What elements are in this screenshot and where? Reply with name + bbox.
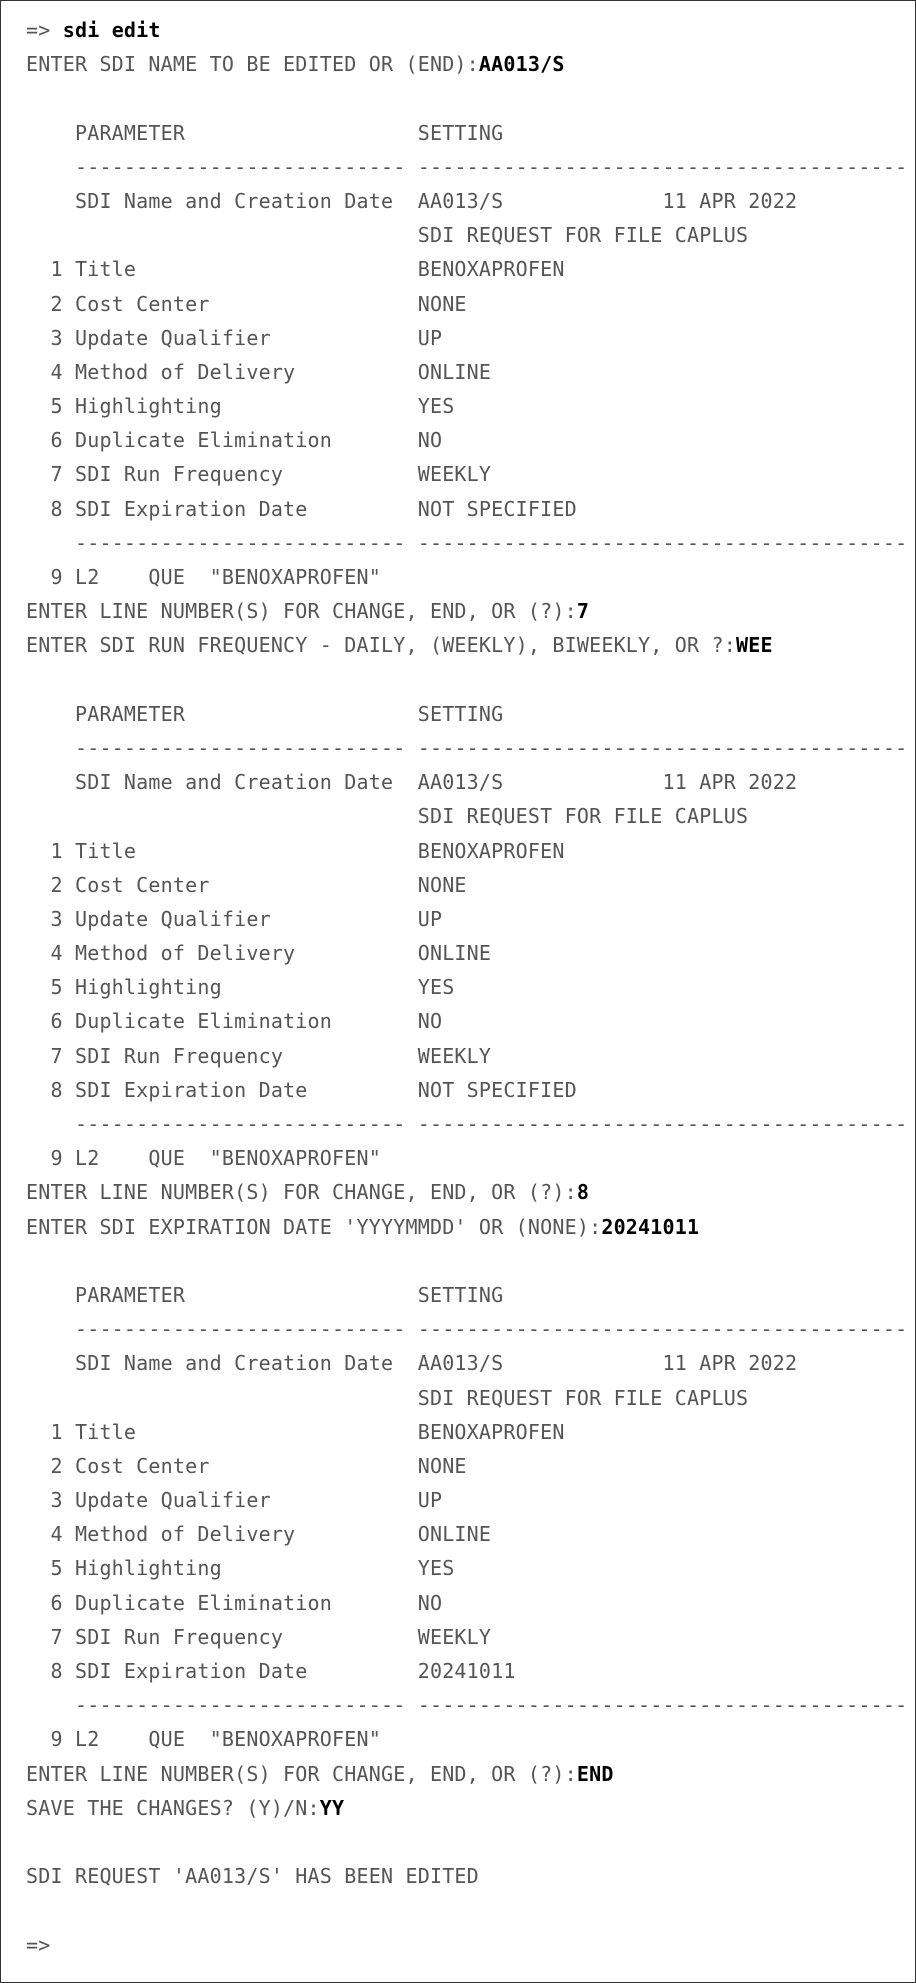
table-row-frequency: 7 SDI Run Frequency WEEKLY	[26, 1624, 492, 1649]
table-row-delivery: 4 Method of Delivery ONLINE	[26, 941, 492, 966]
table-row-duplicate: 6 Duplicate Elimination NO	[26, 1009, 443, 1034]
table-row-query: 9 L2 QUE "BENOXAPROFEN"	[26, 1727, 381, 1752]
table-row-request: SDI REQUEST FOR FILE CAPLUS	[26, 223, 749, 248]
frequency-input: WEE	[735, 633, 773, 658]
table-row-query: 9 L2 QUE "BENOXAPROFEN"	[26, 1146, 381, 1171]
table-row-cost-center: 2 Cost Center NONE	[26, 872, 467, 897]
command-line	[26, 13, 907, 47]
sdi-name-input: AA013/S	[478, 52, 565, 77]
sdi-name-line	[26, 47, 907, 81]
table-row-title: 1 Title BENOXAPROFEN	[26, 257, 565, 282]
expiration-prompt: ENTER SDI EXPIRATION DATE 'YYYYMMDD' OR (NONE):	[26, 1214, 602, 1239]
table-separator: --------------------------- ----------------------------------------	[26, 1693, 908, 1718]
table-row-cost-center: 2 Cost Center NONE	[26, 291, 467, 316]
table-header: PARAMETER SETTING	[26, 701, 504, 726]
table-row-frequency: 7 SDI Run Frequency WEEKLY	[26, 462, 492, 487]
table-row-cost-center: 2 Cost Center NONE	[26, 1453, 467, 1478]
table-row-highlighting: 5 Highlighting YES	[26, 1556, 455, 1581]
sdi-name-prompt: ENTER SDI NAME TO BE EDITED OR (END):	[26, 52, 479, 77]
table-separator: --------------------------- ----------------------------------------	[26, 1317, 908, 1342]
frequency-line	[26, 628, 907, 662]
final-prompt-text: =>	[26, 1932, 51, 1957]
table-row-name: SDI Name and Creation Date AA013/S 11 APR 2022	[26, 188, 798, 213]
change-line-3	[26, 1757, 907, 1791]
blank-line	[26, 1893, 907, 1927]
change-input: END	[576, 1761, 614, 1786]
expiration-line	[26, 1210, 907, 1244]
table-row-delivery: 4 Method of Delivery ONLINE	[26, 1522, 492, 1547]
table-row-name: SDI Name and Creation Date AA013/S 11 APR 2022	[26, 770, 798, 795]
table-row-query: 9 L2 QUE "BENOXAPROFEN"	[26, 565, 381, 589]
table-row-expiration: 8 SDI Expiration Date 20241011	[26, 1659, 516, 1683]
final-prompt[interactable]	[26, 1928, 907, 1962]
table-separator: --------------------------- ----------------------------------------	[26, 530, 908, 555]
table-row-highlighting: 5 Highlighting YES	[26, 394, 455, 419]
table-header: PARAMETER SETTING	[26, 120, 504, 145]
change-line-1	[26, 594, 907, 628]
table-row-delivery: 4 Method of Delivery ONLINE	[26, 359, 492, 384]
parameter-table-3	[26, 1278, 907, 1757]
table-row-update-qualifier: 3 Update Qualifier UP	[26, 325, 443, 350]
blank-line	[26, 81, 907, 115]
table-row-duplicate: 6 Duplicate Elimination NO	[26, 1590, 443, 1615]
table-row-duplicate: 6 Duplicate Elimination NO	[26, 428, 443, 453]
blank-line	[26, 1244, 907, 1278]
save-prompt: SAVE THE CHANGES? (Y)/N:	[26, 1795, 320, 1820]
blank-line	[26, 1825, 907, 1859]
change-input: 8	[576, 1180, 590, 1205]
change-prompt: ENTER LINE NUMBER(S) FOR CHANGE, END, OR (?):	[26, 599, 577, 624]
save-input: YY	[319, 1795, 345, 1820]
table-row-highlighting: 5 Highlighting YES	[26, 975, 455, 1000]
save-line	[26, 1791, 907, 1825]
expiration-input: 20241011	[601, 1214, 700, 1239]
blank-line	[26, 663, 907, 697]
table-row-request: SDI REQUEST FOR FILE CAPLUS	[26, 1385, 749, 1410]
parameter-table-2	[26, 697, 907, 1176]
table-row-title: 1 Title BENOXAPROFEN	[26, 838, 565, 863]
command-prompt: =>	[26, 18, 51, 42]
change-prompt: ENTER LINE NUMBER(S) FOR CHANGE, END, OR (?):	[26, 1761, 577, 1786]
terminal-output	[26, 13, 907, 1962]
table-separator: --------------------------- ----------------------------------------	[26, 735, 908, 760]
table-separator: --------------------------- ----------------------------------------	[26, 1112, 908, 1136]
table-row-update-qualifier: 3 Update Qualifier UP	[26, 906, 443, 931]
change-prompt: ENTER LINE NUMBER(S) FOR CHANGE, END, OR (?):	[26, 1180, 577, 1205]
command-input: sdi edit	[50, 18, 161, 42]
change-input: 7	[576, 599, 590, 624]
table-row-update-qualifier: 3 Update Qualifier UP	[26, 1488, 443, 1513]
table-row-frequency: 7 SDI Run Frequency WEEKLY	[26, 1043, 492, 1068]
table-row-expiration: 8 SDI Expiration Date NOT SPECIFIED	[26, 496, 577, 521]
table-row-request: SDI REQUEST FOR FILE CAPLUS	[26, 804, 749, 829]
change-line-2	[26, 1175, 907, 1209]
table-row-expiration: 8 SDI Expiration Date NOT SPECIFIED	[26, 1077, 577, 1102]
table-separator: --------------------------- ----------------------------------------	[26, 154, 908, 179]
frequency-prompt: ENTER SDI RUN FREQUENCY - DAILY, (WEEKLY), BIWEEKLY, OR ?:	[26, 633, 736, 658]
result-message: SDI REQUEST 'AA013/S' HAS BEEN EDITED	[26, 1864, 479, 1889]
parameter-table-1	[26, 116, 907, 595]
table-row-name: SDI Name and Creation Date AA013/S 11 APR 2022	[26, 1351, 798, 1376]
table-row-title: 1 Title BENOXAPROFEN	[26, 1419, 565, 1444]
table-header: PARAMETER SETTING	[26, 1282, 504, 1307]
